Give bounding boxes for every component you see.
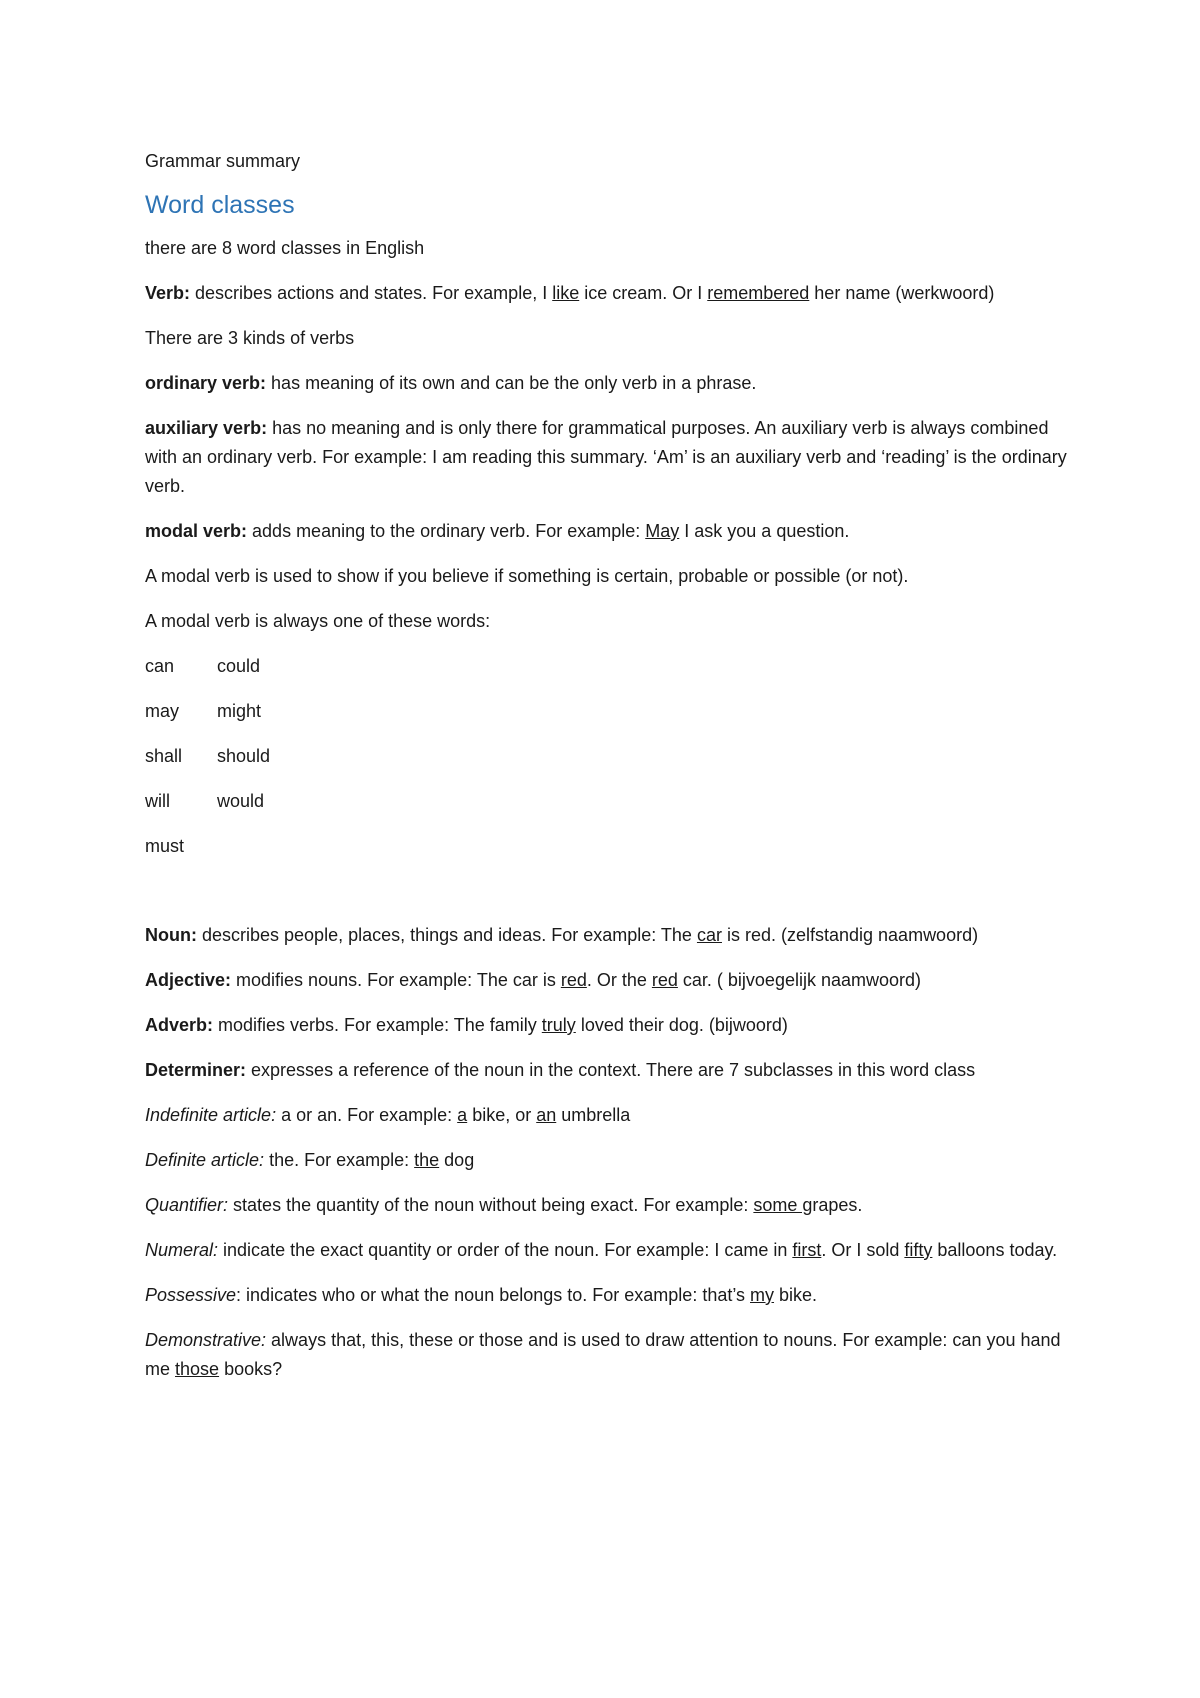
adverb-example: truly bbox=[541, 1015, 576, 1035]
definite-article-paragraph bbox=[145, 1146, 1080, 1175]
noun-paragraph bbox=[145, 921, 1080, 950]
numeral-text-3: balloons today. bbox=[932, 1240, 1058, 1260]
definite-text-2: dog bbox=[439, 1150, 475, 1170]
definite-text-1: the. For example: bbox=[264, 1150, 415, 1170]
quantifier-text-1: states the quantity of the noun without being exact. For example: bbox=[228, 1195, 754, 1215]
demonstrative-text-2: books? bbox=[219, 1359, 283, 1379]
modal-word: should bbox=[217, 746, 271, 766]
kinds-paragraph: There are 3 kinds of verbs bbox=[145, 328, 355, 348]
noun-term: Noun: bbox=[145, 925, 197, 945]
modal-word: can bbox=[145, 656, 175, 676]
modal-word: would bbox=[217, 791, 265, 811]
determiner-paragraph bbox=[145, 1056, 1080, 1085]
demonstrative-text-1: always that, this, these or those and is used to draw attention to nouns. For example: can you hand me bbox=[145, 1330, 1061, 1379]
adverb-text-2: loved their dog. (bijwoord) bbox=[575, 1015, 788, 1035]
adjective-term: Adjective: bbox=[145, 970, 232, 990]
numeral-example-2: fifty bbox=[904, 1240, 933, 1260]
modal-word: might bbox=[217, 701, 262, 721]
indefinite-example-1: a bbox=[457, 1105, 468, 1125]
modal-verb-text-1: adds meaning to the ordinary verb. For example: bbox=[247, 521, 646, 541]
adjective-text-3: car. ( bijvoegelijk naamwoord) bbox=[677, 970, 922, 990]
adjective-example-2: red bbox=[651, 970, 678, 990]
modal-word-list bbox=[145, 652, 1080, 861]
verb-text-3: her name (werkwoord) bbox=[809, 283, 995, 303]
modal-verb-example: May bbox=[645, 521, 680, 541]
numeral-text-1: indicate the exact quantity or order of the noun. For example: I came in bbox=[218, 1240, 793, 1260]
verb-term: Verb: bbox=[145, 283, 191, 303]
verb-text-1: describes actions and states. For example, I bbox=[190, 283, 553, 303]
modal-use-paragraph: A modal verb is used to show if you believe if something is certain, probable or possible (or not). bbox=[145, 566, 909, 586]
ordinary-verb-term: ordinary verb: bbox=[145, 373, 267, 393]
modal-verb-text-2: I ask you a question. bbox=[679, 521, 850, 541]
modal-word: will bbox=[145, 791, 170, 811]
modal-list-intro: A modal verb is always one of these words: bbox=[145, 611, 491, 631]
adjective-text-2: . Or the bbox=[586, 970, 652, 990]
document-title: Grammar summary bbox=[145, 151, 301, 171]
adverb-paragraph bbox=[145, 1011, 1080, 1040]
indefinite-example-2: an bbox=[536, 1105, 557, 1125]
section-heading: Word classes bbox=[145, 191, 295, 219]
verb-text-2: ice cream. Or I bbox=[579, 283, 708, 303]
modal-word-row bbox=[145, 742, 1080, 771]
possessive-text-1: : indicates who or what the noun belongs to. For example: that’s bbox=[236, 1285, 751, 1305]
modal-word: may bbox=[145, 701, 180, 721]
modal-word: must bbox=[145, 836, 185, 856]
quantifier-example: some g bbox=[753, 1195, 813, 1215]
numeral-example-1: first bbox=[792, 1240, 822, 1260]
verb-example-1: like bbox=[552, 283, 580, 303]
indefinite-text-3: umbrella bbox=[556, 1105, 631, 1125]
indefinite-article-paragraph bbox=[145, 1101, 1080, 1130]
indefinite-article-term: Indefinite article: bbox=[145, 1105, 277, 1125]
possessive-example: my bbox=[750, 1285, 775, 1305]
possessive-text-2: bike. bbox=[774, 1285, 818, 1305]
modal-word-row bbox=[145, 697, 1080, 726]
noun-example: car bbox=[696, 925, 722, 945]
auxiliary-verb-term: auxiliary verb: bbox=[145, 418, 268, 438]
modal-verb-term: modal verb: bbox=[145, 521, 248, 541]
verb-paragraph bbox=[145, 279, 1080, 308]
definite-example: the bbox=[414, 1150, 440, 1170]
modal-word-row bbox=[145, 652, 1080, 681]
numeral-text-2: . Or I sold bbox=[821, 1240, 905, 1260]
modal-word-row bbox=[145, 832, 1080, 861]
modal-word: shall bbox=[145, 746, 183, 766]
numeral-paragraph bbox=[145, 1236, 1080, 1265]
demonstrative-term: Demonstrative: bbox=[145, 1330, 267, 1350]
auxiliary-verb-paragraph bbox=[145, 414, 1080, 501]
adverb-term: Adverb: bbox=[145, 1015, 214, 1035]
blank-line bbox=[145, 877, 1080, 921]
definite-article-term: Definite article: bbox=[145, 1150, 265, 1170]
modal-word-row bbox=[145, 787, 1080, 816]
determiner-text: expresses a reference of the noun in the context. There are 7 subclasses in this word class bbox=[246, 1060, 976, 1080]
verb-example-2: remembered bbox=[707, 283, 810, 303]
noun-text-1: describes people, places, things and ideas. For example: The bbox=[196, 925, 697, 945]
auxiliary-verb-text: has no meaning and is only there for grammatical purposes. An auxiliary verb is always combined with an ordinary verb. For example: I am reading this summary. ‘Am’ is an auxiliary verb and ‘reading’ is the ordinary verb. bbox=[145, 418, 1067, 496]
determiner-term: Determiner: bbox=[145, 1060, 247, 1080]
modal-verb-paragraph bbox=[145, 517, 1080, 546]
adjective-paragraph bbox=[145, 966, 1080, 995]
noun-text-2: is red. (zelfstandig naamwoord) bbox=[721, 925, 979, 945]
intro-paragraph: there are 8 word classes in English bbox=[145, 238, 425, 258]
adverb-text-1: modifies verbs. For example: The family bbox=[213, 1015, 542, 1035]
quantifier-text-2: rapes. bbox=[812, 1195, 863, 1215]
possessive-term: Possessive bbox=[145, 1285, 237, 1305]
modal-word: could bbox=[217, 656, 261, 676]
ordinary-verb-text: has meaning of its own and can be the only verb in a phrase. bbox=[266, 373, 757, 393]
quantifier-term: Quantifier: bbox=[145, 1195, 229, 1215]
indefinite-text-2: bike, or bbox=[467, 1105, 537, 1125]
adjective-example-1: red bbox=[560, 970, 587, 990]
quantifier-paragraph bbox=[145, 1191, 1080, 1220]
demonstrative-example: those bbox=[175, 1359, 220, 1379]
numeral-term: Numeral: bbox=[145, 1240, 219, 1260]
demonstrative-paragraph bbox=[145, 1326, 1080, 1384]
adjective-text-1: modifies nouns. For example: The car is bbox=[231, 970, 561, 990]
indefinite-text-1: a or an. For example: bbox=[276, 1105, 458, 1125]
ordinary-verb-paragraph bbox=[145, 369, 1080, 398]
possessive-paragraph bbox=[145, 1281, 1080, 1310]
